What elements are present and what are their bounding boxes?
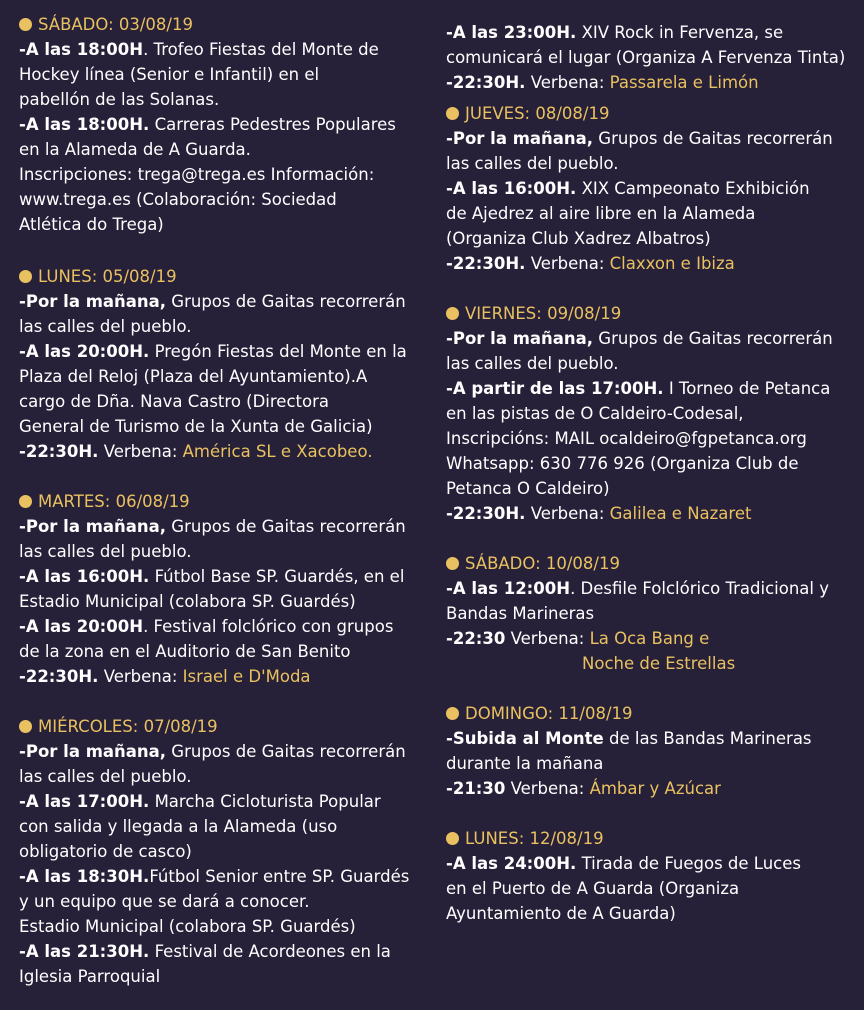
verbena-continuation: Noche de Estrellas — [582, 654, 736, 673]
event-line: Bandas Marineras — [446, 604, 595, 623]
day-heading: SÁBADO: 10/08/19 — [446, 551, 858, 576]
event-line: -Por la mañana, Grupos de Gaitas recorrerán — [446, 129, 833, 148]
day-section-miercoles-0708 — [19, 714, 419, 989]
event-line: pabellón de las Solanas. — [19, 90, 220, 109]
day-section-sabado-0308 — [19, 12, 419, 237]
dot-bullet-icon — [19, 720, 32, 733]
day-heading: JUEVES: 08/08/19 — [446, 101, 858, 126]
event-line: Inscripciones: trega@trega.es Información: — [19, 165, 375, 184]
event-line: con salida y llegada a la Alameda (uso — [19, 817, 338, 836]
event-line: en la Alameda de A Guarda. — [19, 140, 251, 159]
day-heading: VIERNES: 09/08/19 — [446, 301, 858, 326]
day-heading: MARTES: 06/08/19 — [19, 489, 419, 514]
event-line: Petanca O Caldeiro) — [446, 479, 610, 498]
event-line: -Por la mañana, Grupos de Gaitas recorrerán — [19, 292, 406, 311]
event-line: y un equipo que se dará a conocer. — [19, 892, 310, 911]
event-line: las calles del pueblo. — [19, 542, 192, 561]
dot-bullet-icon — [446, 557, 459, 570]
event-line: -Por la mañana, Grupos de Gaitas recorrerán — [446, 329, 833, 348]
event-line: www.trega.es (Colaboración: Sociedad — [19, 190, 337, 209]
dot-bullet-icon — [446, 107, 459, 120]
event-line: cargo de Dña. Nava Castro (Directora — [19, 392, 329, 411]
day-heading: MIÉRCOLES: 07/08/19 — [19, 714, 419, 739]
event-line: -A las 18:00H. Trofeo Fiestas del Monte de — [19, 40, 379, 59]
event-line: General de Turismo de la Xunta de Galicia) — [19, 417, 373, 436]
event-line: -A las 16:00H. XIX Campeonato Exhibición — [446, 179, 810, 198]
day-section-jueves-0808 — [446, 101, 858, 276]
event-line: -Por la mañana, Grupos de Gaitas recorrerán — [19, 517, 406, 536]
event-line: en las pistas de O Caldeiro-Codesal, — [446, 404, 744, 423]
dot-bullet-icon — [446, 707, 459, 720]
event-line: las calles del pueblo. — [446, 154, 619, 173]
day-section-domingo-1108 — [446, 701, 858, 801]
event-line: -A las 18:00H. Carreras Pedestres Populares — [19, 115, 396, 134]
event-line: de Ajedrez al aire libre en la Alameda — [446, 204, 756, 223]
verbena-line: -22:30H. Verbena: Claxxon e Ibiza — [446, 254, 735, 273]
event-line: -A las 12:00H. Desfile Folclórico Tradicional y — [446, 579, 830, 598]
event-line: obligatorio de casco) — [19, 842, 192, 861]
event-line: en el Puerto de A Guarda (Organiza — [446, 879, 740, 898]
event-line: Whatsapp: 630 776 926 (Organiza Club de — [446, 454, 799, 473]
event-line: Plaza del Reloj (Plaza del Ayuntamiento).A — [19, 367, 368, 386]
event-line: -A las 16:00H. Fútbol Base SP. Guardés, en el — [19, 567, 405, 586]
event-line: -A las 23:00H. XIV Rock in Fervenza, se — [446, 23, 784, 42]
verbena-line: -22:30H. Verbena: Passarela e Limón — [446, 73, 759, 92]
dot-bullet-icon — [446, 832, 459, 845]
event-line: comunicará el lugar (Organiza A Fervenza Tinta) — [446, 48, 846, 67]
event-line: Iglesia Parroquial — [19, 967, 161, 986]
day-heading: DOMINGO: 11/08/19 — [446, 701, 858, 726]
event-line: -A las 17:00H. Marcha Cicloturista Popular — [19, 792, 381, 811]
day-section-lunes-0508 — [19, 264, 419, 464]
event-line: -A las 18:30H.Fútbol Senior entre SP. Guardés — [19, 867, 410, 886]
verbena-line: -22:30H. Verbena: Israel e D'Moda — [19, 667, 311, 686]
dot-bullet-icon — [19, 18, 32, 31]
event-line: Estadio Municipal (colabora SP. Guardés) — [19, 592, 356, 611]
event-line: -A las 20:00H. Pregón Fiestas del Monte en la — [19, 342, 407, 361]
event-line: las calles del pueblo. — [19, 317, 192, 336]
event-line: (Organiza Club Xadrez Albatros) — [446, 229, 711, 248]
continued-section — [446, 20, 858, 95]
day-heading: LUNES: 12/08/19 — [446, 826, 858, 851]
event-line: Atlética do Trega) — [19, 215, 164, 234]
verbena-line: -22:30H. Verbena: América SL e Xacobeo. — [19, 442, 373, 461]
dot-bullet-icon — [19, 270, 32, 283]
event-line: Inscripcións: MAIL ocaldeiro@fgpetanca.org — [446, 429, 807, 448]
event-line: Ayuntamiento de A Guarda) — [446, 904, 676, 923]
event-line: las calles del pueblo. — [446, 354, 619, 373]
verbena-line: -21:30 Verbena: Ámbar y Azúcar — [446, 779, 721, 798]
event-line: -A partir de las 17:00H. I Torneo de Petanca — [446, 379, 831, 398]
day-section-sabado-1008 — [446, 551, 858, 676]
event-line: las calles del pueblo. — [19, 767, 192, 786]
event-line: -A las 24:00H. Tirada de Fuegos de Luces — [446, 854, 801, 873]
verbena-line: -22:30H. Verbena: Galilea e Nazaret — [446, 504, 752, 523]
event-line: durante la mañana — [446, 754, 604, 773]
day-section-viernes-0908 — [446, 301, 858, 526]
day-heading: LUNES: 05/08/19 — [19, 264, 419, 289]
event-line: de la zona en el Auditorio de San Benito — [19, 642, 351, 661]
event-line: -Por la mañana, Grupos de Gaitas recorrerán — [19, 742, 406, 761]
event-line: -Subida al Monte de las Bandas Marineras — [446, 729, 812, 748]
verbena-line: -22:30 Verbena: La Oca Bang e — [446, 629, 710, 648]
day-section-lunes-1208 — [446, 826, 858, 926]
day-heading: SÁBADO: 03/08/19 — [19, 12, 419, 37]
event-line: -A las 20:00H. Festival folclórico con grupos — [19, 617, 394, 636]
event-line: -A las 21:30H. Festival de Acordeones en la — [19, 942, 391, 961]
event-line: Hockey línea (Senior e Infantil) en el — [19, 65, 320, 84]
day-section-martes-0608 — [19, 489, 419, 689]
dot-bullet-icon — [19, 495, 32, 508]
dot-bullet-icon — [446, 307, 459, 320]
event-line: Estadio Municipal (colabora SP. Guardés) — [19, 917, 356, 936]
